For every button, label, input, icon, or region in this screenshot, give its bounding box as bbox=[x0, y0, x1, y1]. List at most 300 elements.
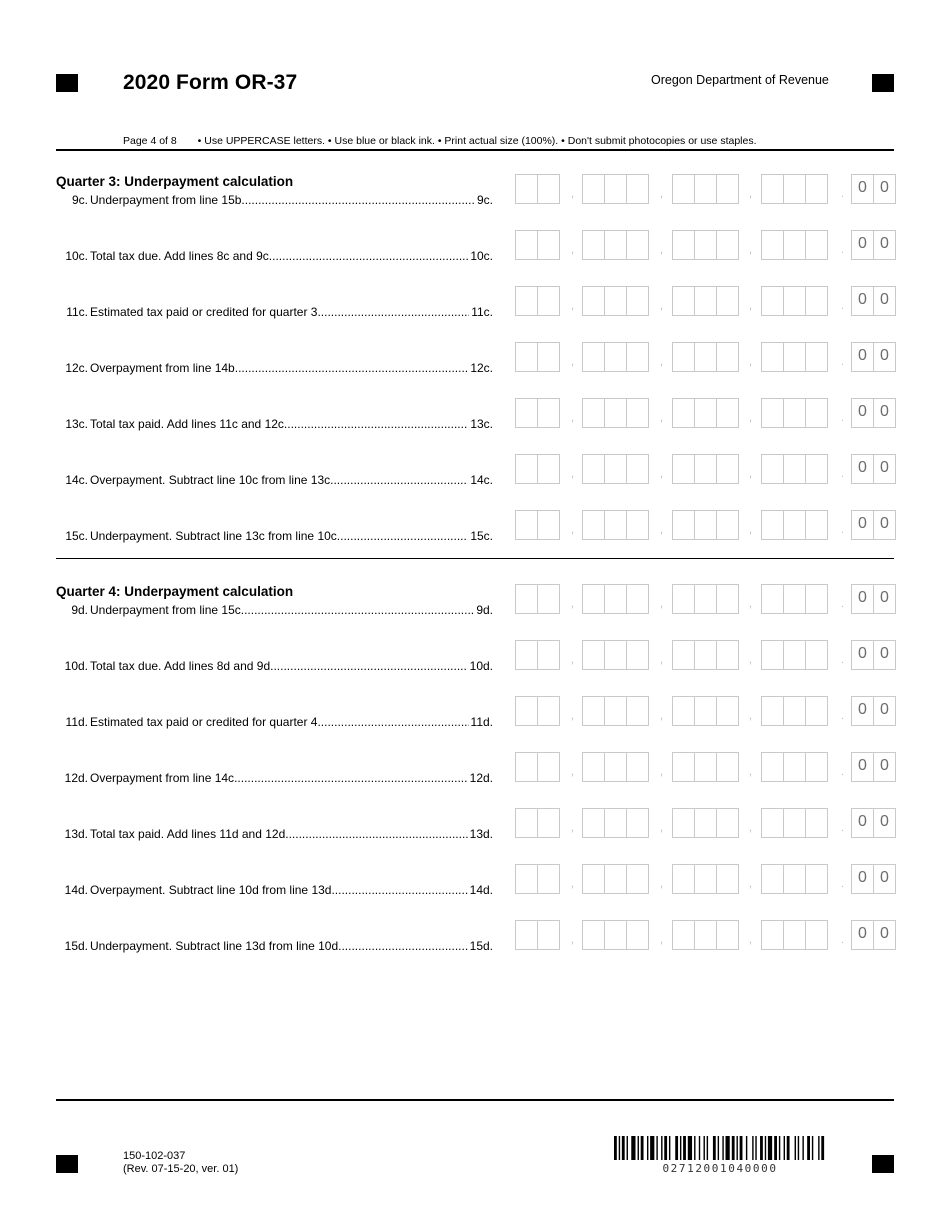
digit-box[interactable] bbox=[805, 696, 828, 726]
digit-group[interactable] bbox=[761, 808, 827, 838]
line-description: Underpayment. Subtract line 13d from line 10d bbox=[90, 939, 339, 953]
comma-separator: , bbox=[571, 878, 575, 890]
digit-box[interactable] bbox=[626, 398, 649, 428]
digit-box[interactable] bbox=[515, 510, 538, 540]
amount-field-10c[interactable] bbox=[515, 230, 897, 260]
digit-box[interactable] bbox=[805, 510, 828, 540]
digit-box[interactable] bbox=[515, 808, 538, 838]
line-number: 14d. bbox=[64, 883, 88, 897]
comma-separator: , bbox=[749, 356, 753, 368]
digit-box[interactable] bbox=[672, 640, 695, 670]
comma-separator: , bbox=[749, 822, 753, 834]
digit-box[interactable] bbox=[716, 920, 739, 950]
digit-box[interactable] bbox=[783, 398, 806, 428]
barcode-bar bbox=[752, 1136, 753, 1160]
digit-box[interactable] bbox=[582, 864, 605, 894]
digit-box[interactable] bbox=[582, 398, 605, 428]
digit-box[interactable] bbox=[604, 808, 627, 838]
digit-group[interactable] bbox=[515, 640, 559, 670]
digit-box[interactable] bbox=[672, 510, 695, 540]
cents-digit: 0 bbox=[873, 920, 896, 950]
digit-group[interactable] bbox=[515, 286, 559, 316]
digit-box[interactable] bbox=[582, 454, 605, 484]
digit-box[interactable] bbox=[694, 342, 717, 372]
digit-box[interactable] bbox=[783, 808, 806, 838]
digit-box[interactable] bbox=[716, 864, 739, 894]
digit-box[interactable] bbox=[515, 640, 538, 670]
digit-group[interactable] bbox=[582, 584, 648, 614]
digit-box[interactable] bbox=[672, 808, 695, 838]
registration-mark-bottom-right bbox=[872, 1155, 894, 1173]
digit-box[interactable] bbox=[582, 752, 605, 782]
digit-box[interactable] bbox=[716, 398, 739, 428]
digit-group[interactable] bbox=[672, 696, 738, 726]
digit-box[interactable] bbox=[694, 752, 717, 782]
digit-group[interactable] bbox=[761, 752, 827, 782]
digit-box[interactable] bbox=[805, 640, 828, 670]
digit-group[interactable] bbox=[515, 342, 559, 372]
digit-box[interactable] bbox=[716, 808, 739, 838]
comma-separator: , bbox=[749, 878, 753, 890]
cents-digit: 0 bbox=[873, 230, 896, 260]
digit-box[interactable] bbox=[515, 920, 538, 950]
digit-group[interactable] bbox=[672, 398, 738, 428]
digit-box[interactable] bbox=[582, 510, 605, 540]
digit-group[interactable] bbox=[582, 510, 648, 540]
digit-box[interactable] bbox=[805, 752, 828, 782]
line-number: 10d. bbox=[64, 659, 88, 673]
digit-box[interactable] bbox=[672, 174, 695, 204]
digit-box[interactable] bbox=[672, 286, 695, 316]
digit-box[interactable] bbox=[672, 920, 695, 950]
decimal-point: . bbox=[841, 524, 845, 536]
amount-field-13c[interactable] bbox=[515, 398, 897, 428]
amount-field-10d[interactable] bbox=[515, 640, 897, 670]
line-number: 13c. bbox=[65, 417, 88, 431]
digit-box[interactable] bbox=[783, 230, 806, 260]
digit-box[interactable] bbox=[694, 454, 717, 484]
digit-group[interactable] bbox=[672, 752, 738, 782]
digit-box[interactable] bbox=[761, 398, 784, 428]
digit-group[interactable] bbox=[582, 342, 648, 372]
digit-group[interactable] bbox=[672, 808, 738, 838]
comma-separator: , bbox=[571, 766, 575, 778]
barcode-bar bbox=[726, 1136, 730, 1160]
amount-field-11c[interactable] bbox=[515, 286, 897, 316]
digit-group[interactable] bbox=[761, 864, 827, 894]
line-number: 10c. bbox=[65, 249, 88, 263]
digit-box[interactable] bbox=[626, 696, 649, 726]
digit-box[interactable] bbox=[537, 454, 560, 484]
comma-separator: , bbox=[571, 300, 575, 312]
barcode-bar bbox=[732, 1136, 735, 1160]
comma-separator: , bbox=[660, 244, 664, 256]
digit-box[interactable] bbox=[626, 752, 649, 782]
digit-box[interactable] bbox=[604, 696, 627, 726]
digit-box[interactable] bbox=[672, 584, 695, 614]
digit-box[interactable] bbox=[716, 230, 739, 260]
decimal-point: . bbox=[841, 878, 845, 890]
digit-box[interactable] bbox=[626, 640, 649, 670]
digit-box[interactable] bbox=[515, 286, 538, 316]
digit-box[interactable] bbox=[604, 510, 627, 540]
digit-box[interactable] bbox=[537, 230, 560, 260]
digit-box[interactable] bbox=[783, 640, 806, 670]
digit-box[interactable] bbox=[582, 696, 605, 726]
digit-box[interactable] bbox=[604, 174, 627, 204]
digit-box[interactable] bbox=[537, 696, 560, 726]
digit-box[interactable] bbox=[694, 696, 717, 726]
barcode-bar bbox=[641, 1136, 644, 1160]
digit-group[interactable] bbox=[672, 640, 738, 670]
line-reference: 14c. bbox=[470, 473, 493, 487]
digit-box[interactable] bbox=[537, 584, 560, 614]
digit-group[interactable] bbox=[672, 454, 738, 484]
digit-box[interactable] bbox=[537, 510, 560, 540]
digit-group[interactable] bbox=[761, 696, 827, 726]
digit-box[interactable] bbox=[805, 342, 828, 372]
digit-group[interactable] bbox=[515, 174, 559, 204]
cents-digit: 0 bbox=[851, 510, 874, 540]
amount-field-15c[interactable] bbox=[515, 510, 897, 540]
comma-separator: , bbox=[749, 244, 753, 256]
digit-group[interactable] bbox=[582, 640, 648, 670]
digit-box[interactable] bbox=[716, 696, 739, 726]
digit-group[interactable] bbox=[672, 174, 738, 204]
line-14d-label bbox=[56, 883, 493, 899]
digit-box[interactable] bbox=[604, 864, 627, 894]
digit-box[interactable] bbox=[672, 230, 695, 260]
digit-group[interactable] bbox=[582, 454, 648, 484]
digit-box[interactable] bbox=[805, 286, 828, 316]
digit-box[interactable] bbox=[582, 920, 605, 950]
digit-box[interactable] bbox=[783, 454, 806, 484]
barcode-bar bbox=[647, 1136, 648, 1160]
digit-box[interactable] bbox=[626, 920, 649, 950]
digit-box[interactable] bbox=[626, 584, 649, 614]
form-revision: (Rev. 07-15-20, ver. 01) bbox=[123, 1163, 239, 1175]
amount-field-9c[interactable] bbox=[515, 174, 897, 204]
line-reference: 12d. bbox=[469, 771, 493, 785]
digit-box[interactable] bbox=[626, 230, 649, 260]
barcode-bar bbox=[638, 1136, 639, 1160]
digit-box[interactable] bbox=[515, 584, 538, 614]
digit-box[interactable] bbox=[604, 230, 627, 260]
digit-group[interactable] bbox=[672, 510, 738, 540]
digit-box[interactable] bbox=[761, 808, 784, 838]
digit-box[interactable] bbox=[805, 808, 828, 838]
digit-box[interactable] bbox=[716, 454, 739, 484]
digit-box[interactable] bbox=[783, 864, 806, 894]
digit-box[interactable] bbox=[582, 640, 605, 670]
form-title: 2020 Form OR-37 bbox=[123, 71, 298, 94]
digit-group[interactable] bbox=[761, 342, 827, 372]
digit-group[interactable] bbox=[761, 398, 827, 428]
digit-box[interactable] bbox=[694, 920, 717, 950]
digit-box[interactable] bbox=[783, 584, 806, 614]
amount-field-9d[interactable] bbox=[515, 584, 897, 614]
digit-box[interactable] bbox=[515, 398, 538, 428]
amount-field-11d[interactable] bbox=[515, 696, 897, 726]
amount-field-12d[interactable] bbox=[515, 752, 897, 782]
digit-group[interactable] bbox=[761, 174, 827, 204]
digit-box[interactable] bbox=[626, 510, 649, 540]
digit-group[interactable] bbox=[515, 510, 559, 540]
digit-box[interactable] bbox=[582, 342, 605, 372]
leader-dots bbox=[338, 939, 468, 955]
digit-group[interactable] bbox=[515, 584, 559, 614]
digit-box[interactable] bbox=[716, 174, 739, 204]
digit-group[interactable] bbox=[672, 230, 738, 260]
digit-group[interactable] bbox=[761, 454, 827, 484]
line-13d-label bbox=[56, 827, 493, 843]
digit-box[interactable] bbox=[761, 640, 784, 670]
digit-box[interactable] bbox=[694, 640, 717, 670]
digit-box[interactable] bbox=[694, 174, 717, 204]
digit-box[interactable] bbox=[716, 640, 739, 670]
digit-box[interactable] bbox=[672, 696, 695, 726]
digit-box[interactable] bbox=[604, 640, 627, 670]
cents-boxes bbox=[851, 584, 895, 614]
digit-box[interactable] bbox=[672, 342, 695, 372]
digit-box[interactable] bbox=[716, 342, 739, 372]
cents-digit: 0 bbox=[851, 230, 874, 260]
digit-box[interactable] bbox=[537, 920, 560, 950]
cents-boxes bbox=[851, 342, 895, 372]
digit-box[interactable] bbox=[537, 286, 560, 316]
digit-box[interactable] bbox=[761, 920, 784, 950]
barcode-bar bbox=[774, 1136, 777, 1160]
digit-box[interactable] bbox=[582, 584, 605, 614]
digit-group[interactable] bbox=[761, 920, 827, 950]
barcode-bar bbox=[779, 1136, 780, 1160]
digit-group[interactable] bbox=[582, 230, 648, 260]
digit-box[interactable] bbox=[805, 584, 828, 614]
barcode-bar bbox=[802, 1136, 803, 1160]
digit-group[interactable] bbox=[582, 696, 648, 726]
digit-group[interactable] bbox=[761, 286, 827, 316]
digit-group[interactable] bbox=[582, 398, 648, 428]
digit-box[interactable] bbox=[805, 454, 828, 484]
digit-box[interactable] bbox=[761, 864, 784, 894]
barcode-bar bbox=[699, 1136, 700, 1160]
leader-dots bbox=[285, 827, 467, 843]
line-9d-label bbox=[56, 603, 493, 619]
digit-box[interactable] bbox=[604, 286, 627, 316]
digit-box[interactable] bbox=[761, 454, 784, 484]
digit-box[interactable] bbox=[604, 920, 627, 950]
digit-box[interactable] bbox=[716, 584, 739, 614]
digit-box[interactable] bbox=[582, 174, 605, 204]
digit-box[interactable] bbox=[626, 454, 649, 484]
digit-box[interactable] bbox=[783, 174, 806, 204]
leader-dots bbox=[321, 305, 469, 321]
digit-box[interactable] bbox=[694, 286, 717, 316]
digit-box[interactable] bbox=[626, 174, 649, 204]
digit-box[interactable] bbox=[537, 808, 560, 838]
digit-group[interactable] bbox=[515, 752, 559, 782]
cents-digit: 0 bbox=[873, 286, 896, 316]
digit-box[interactable] bbox=[672, 864, 695, 894]
barcode-bar bbox=[807, 1136, 810, 1160]
line-description: Overpayment. Subtract line 10c from line 13c bbox=[90, 473, 331, 487]
digit-group[interactable] bbox=[582, 286, 648, 316]
digit-box[interactable] bbox=[783, 752, 806, 782]
digit-group[interactable] bbox=[761, 230, 827, 260]
digit-group[interactable] bbox=[672, 342, 738, 372]
line-reference: 10c. bbox=[470, 249, 493, 263]
digit-box[interactable] bbox=[515, 752, 538, 782]
digit-box[interactable] bbox=[604, 454, 627, 484]
digit-box[interactable] bbox=[582, 286, 605, 316]
digit-group[interactable] bbox=[515, 230, 559, 260]
digit-box[interactable] bbox=[805, 398, 828, 428]
digit-box[interactable] bbox=[783, 342, 806, 372]
digit-group[interactable] bbox=[515, 454, 559, 484]
digit-box[interactable] bbox=[515, 174, 538, 204]
digit-box[interactable] bbox=[537, 640, 560, 670]
comma-separator: , bbox=[660, 412, 664, 424]
digit-box[interactable] bbox=[783, 510, 806, 540]
amount-field-14c[interactable] bbox=[515, 454, 897, 484]
digit-box[interactable] bbox=[716, 510, 739, 540]
digit-box[interactable] bbox=[582, 230, 605, 260]
digit-group[interactable] bbox=[515, 696, 559, 726]
decimal-point: . bbox=[841, 654, 845, 666]
line-number: 12d. bbox=[64, 771, 88, 785]
digit-group[interactable] bbox=[761, 640, 827, 670]
digit-group[interactable] bbox=[672, 864, 738, 894]
digit-box[interactable] bbox=[604, 342, 627, 372]
digit-box[interactable] bbox=[515, 230, 538, 260]
cents-digit: 0 bbox=[873, 174, 896, 204]
digit-box[interactable] bbox=[537, 398, 560, 428]
digit-box[interactable] bbox=[626, 286, 649, 316]
digit-group[interactable] bbox=[672, 286, 738, 316]
cents-digit: 0 bbox=[851, 920, 874, 950]
digit-group[interactable] bbox=[761, 584, 827, 614]
line-reference: 11d. bbox=[470, 715, 493, 729]
digit-group[interactable] bbox=[761, 510, 827, 540]
digit-box[interactable] bbox=[694, 584, 717, 614]
line-number: 15d. bbox=[64, 939, 88, 953]
decimal-point: . bbox=[841, 412, 845, 424]
digit-box[interactable] bbox=[694, 510, 717, 540]
digit-box[interactable] bbox=[716, 286, 739, 316]
cents-digit: 0 bbox=[873, 342, 896, 372]
amount-field-14d[interactable] bbox=[515, 864, 897, 894]
comma-separator: , bbox=[660, 654, 664, 666]
digit-box[interactable] bbox=[783, 696, 806, 726]
digit-box[interactable] bbox=[672, 398, 695, 428]
digit-box[interactable] bbox=[694, 808, 717, 838]
cents-boxes bbox=[851, 174, 895, 204]
digit-group[interactable] bbox=[582, 864, 648, 894]
digit-group[interactable] bbox=[515, 808, 559, 838]
barcode-bar bbox=[818, 1136, 819, 1160]
digit-group[interactable] bbox=[582, 808, 648, 838]
digit-box[interactable] bbox=[805, 230, 828, 260]
comma-separator: , bbox=[571, 524, 575, 536]
digit-box[interactable] bbox=[515, 696, 538, 726]
digit-box[interactable] bbox=[805, 864, 828, 894]
digit-box[interactable] bbox=[626, 808, 649, 838]
comma-separator: , bbox=[571, 822, 575, 834]
digit-box[interactable] bbox=[537, 174, 560, 204]
decimal-point: . bbox=[841, 468, 845, 480]
digit-box[interactable] bbox=[761, 286, 784, 316]
barcode-bar bbox=[736, 1136, 737, 1160]
digit-group[interactable] bbox=[582, 174, 648, 204]
digit-group[interactable] bbox=[672, 920, 738, 950]
digit-box[interactable] bbox=[694, 398, 717, 428]
digit-box[interactable] bbox=[515, 342, 538, 372]
digit-box[interactable] bbox=[783, 920, 806, 950]
digit-box[interactable] bbox=[761, 696, 784, 726]
barcode-bar bbox=[614, 1136, 617, 1160]
registration-mark-top-right bbox=[872, 74, 894, 92]
digit-box[interactable] bbox=[761, 174, 784, 204]
barcode-bar bbox=[704, 1136, 705, 1160]
digit-box[interactable] bbox=[805, 920, 828, 950]
digit-box[interactable] bbox=[626, 342, 649, 372]
digit-box[interactable] bbox=[537, 752, 560, 782]
digit-box[interactable] bbox=[537, 342, 560, 372]
digit-group[interactable] bbox=[515, 398, 559, 428]
registration-mark-bottom-left bbox=[56, 1155, 78, 1173]
line-number: 15c. bbox=[65, 529, 88, 543]
digit-box[interactable] bbox=[515, 864, 538, 894]
digit-box[interactable] bbox=[761, 342, 784, 372]
cents-digit: 0 bbox=[851, 696, 874, 726]
line-number: 11d. bbox=[65, 715, 88, 729]
amount-field-15d[interactable] bbox=[515, 920, 897, 950]
digit-box[interactable] bbox=[626, 864, 649, 894]
leader-dots bbox=[330, 473, 468, 489]
barcode-bar bbox=[713, 1136, 716, 1160]
digit-box[interactable] bbox=[761, 230, 784, 260]
barcode-bar bbox=[669, 1136, 670, 1160]
comma-separator: , bbox=[749, 934, 753, 946]
digit-group[interactable] bbox=[515, 920, 559, 950]
digit-box[interactable] bbox=[761, 752, 784, 782]
digit-box[interactable] bbox=[672, 752, 695, 782]
digit-box[interactable] bbox=[515, 454, 538, 484]
digit-box[interactable] bbox=[604, 752, 627, 782]
cents-digit: 0 bbox=[873, 398, 896, 428]
digit-box[interactable] bbox=[537, 864, 560, 894]
amount-field-12c[interactable] bbox=[515, 342, 897, 372]
digit-box[interactable] bbox=[805, 174, 828, 204]
digit-box[interactable] bbox=[783, 286, 806, 316]
digit-group[interactable] bbox=[582, 920, 648, 950]
digit-box[interactable] bbox=[604, 398, 627, 428]
digit-box[interactable] bbox=[582, 808, 605, 838]
digit-group[interactable] bbox=[515, 864, 559, 894]
digit-box[interactable] bbox=[672, 454, 695, 484]
comma-separator: , bbox=[571, 468, 575, 480]
digit-group[interactable] bbox=[672, 584, 738, 614]
digit-group[interactable] bbox=[582, 752, 648, 782]
amount-field-13d[interactable] bbox=[515, 808, 897, 838]
digit-box[interactable] bbox=[716, 752, 739, 782]
digit-box[interactable] bbox=[761, 584, 784, 614]
digit-box[interactable] bbox=[604, 584, 627, 614]
digit-box[interactable] bbox=[694, 230, 717, 260]
digit-box[interactable] bbox=[761, 510, 784, 540]
digit-box[interactable] bbox=[694, 864, 717, 894]
leader-dots bbox=[284, 417, 468, 433]
